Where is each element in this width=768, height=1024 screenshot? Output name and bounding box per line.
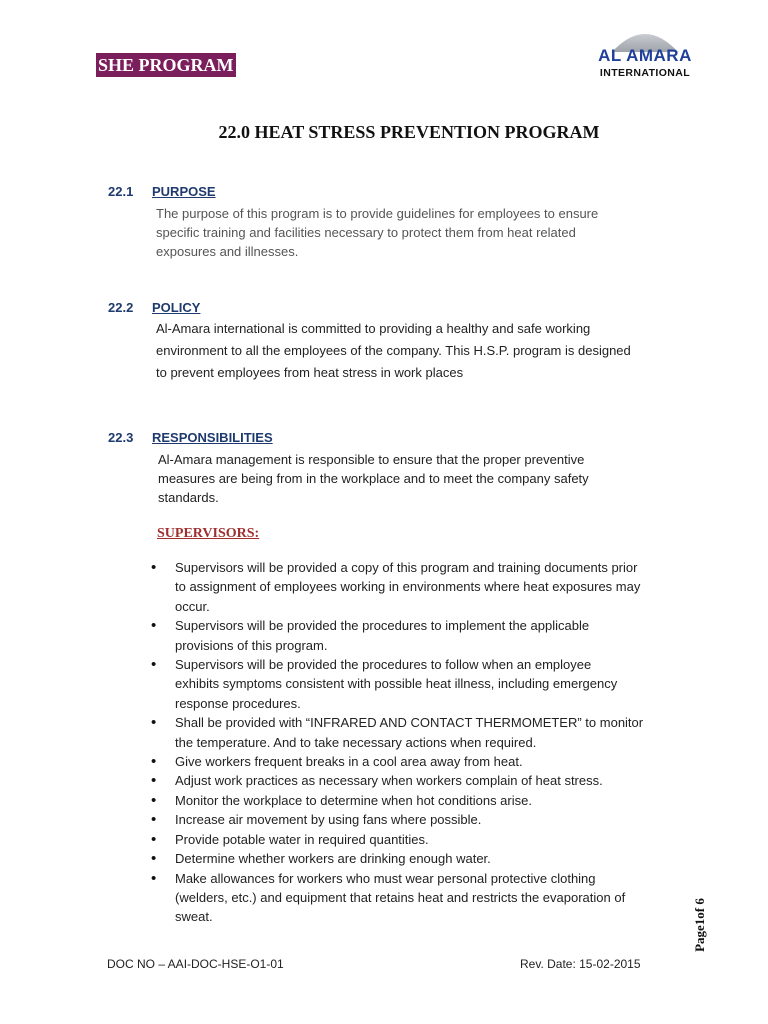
supervisor-duties-list — [150, 558, 680, 927]
text-line: standards. — [158, 490, 219, 505]
list-item — [150, 771, 680, 790]
responsibilities-paragraph — [158, 450, 688, 507]
policy-paragraph — [156, 318, 686, 384]
section-number-policy: 22.2 — [108, 300, 134, 315]
section-heading-purpose: PURPOSE — [152, 184, 216, 199]
supervisors-subheading: SUPERVISORS: — [157, 526, 260, 541]
list-item — [150, 810, 680, 829]
list-item — [150, 849, 680, 868]
purpose-paragraph — [156, 204, 686, 261]
section-number-responsibilities: 22.3 — [108, 430, 134, 445]
list-item-line: • Make allowances for workers who must wear personal protective clothing — [175, 870, 596, 886]
list-item-line: (welders, etc.) and equipment that retains heat and restricts the evaporation of — [175, 889, 626, 905]
list-item-line: • Provide potable water in required quantities. — [175, 831, 429, 847]
list-item — [150, 869, 680, 927]
list-item-line: to assignment of employees working in environments where heat exposures may — [175, 579, 641, 595]
list-item-line: • Supervisors will be provided a copy of this program and training documents prior — [175, 560, 638, 575]
list-item — [150, 713, 680, 752]
list-item — [150, 655, 680, 713]
logo-subtitle: INTERNATIONAL — [599, 67, 691, 79]
list-item-line: occur. — [175, 598, 210, 614]
list-item — [150, 616, 680, 655]
list-item — [150, 558, 680, 616]
list-item-line: sweat. — [175, 909, 213, 925]
text-line: Al-Amara international is committed to providing a healthy and safe working — [156, 321, 591, 336]
list-item-line: • Shall be provided with “INFRARED AND CONTACT THERMOMETER” to monitor — [175, 715, 644, 731]
list-item-line: • Supervisors will be provided the procedures to follow when an employee — [175, 657, 592, 673]
revision-date: Rev. Date: 15-02-2015 — [520, 957, 641, 971]
text-line: specific training and facilities necessary to protect them from heat related — [156, 225, 576, 240]
document-number: DOC NO – AAI-DOC-HSE-O1-01 — [107, 957, 284, 971]
text-line: Al-Amara management is responsible to ensure that the proper preventive — [158, 452, 585, 467]
list-item — [150, 791, 680, 810]
list-item-line: • Increase air movement by using fans where possible. — [175, 812, 482, 828]
list-item-line: • Determine whether workers are drinking enough water. — [175, 851, 491, 867]
list-item — [150, 830, 680, 849]
list-item-line: the temperature. And to take necessary actions when required. — [175, 734, 537, 750]
list-item-line: • Supervisors will be provided the procedures to implement the applicable — [175, 618, 590, 634]
list-item — [150, 752, 680, 771]
text-line: to prevent employees from heat stress in work places — [156, 365, 464, 380]
logo-name: AL AMARA — [598, 46, 692, 65]
page-number — [680, 890, 720, 960]
company-logo — [598, 22, 692, 84]
document-title: 22.0 HEAT STRESS PREVENTION PROGRAM — [218, 122, 600, 142]
list-item-line: • Adjust work practices as necessary when workers complain of heat stress. — [175, 773, 603, 789]
section-heading-policy: POLICY — [152, 300, 201, 315]
section-heading-responsibilities: RESPONSIBILITIES — [152, 430, 273, 445]
program-badge: SHE PROGRAM — [98, 55, 234, 75]
section-number-purpose: 22.1 — [108, 184, 134, 199]
text-line: exposures and illnesses. — [156, 244, 299, 259]
text-line: environment to all the employees of the company. This H.S.P. program is designed — [156, 343, 631, 358]
list-item-line: exhibits symptoms consistent with possible heat illness, including emergency — [175, 676, 618, 692]
text-line: The purpose of this program is to provide guidelines for employees to ensure — [156, 206, 599, 221]
list-item-line: provisions of this program. — [175, 637, 328, 653]
list-item-line: • Give workers frequent breaks in a cool area away from heat. — [175, 754, 523, 770]
text-line: measures are being from in the workplace and to meet the company safety — [158, 471, 589, 486]
list-item-line: response procedures. — [175, 695, 301, 711]
list-item-line: • Monitor the workplace to determine when hot conditions arise. — [175, 792, 532, 808]
page-number-label: Page1of 6 — [692, 898, 707, 952]
